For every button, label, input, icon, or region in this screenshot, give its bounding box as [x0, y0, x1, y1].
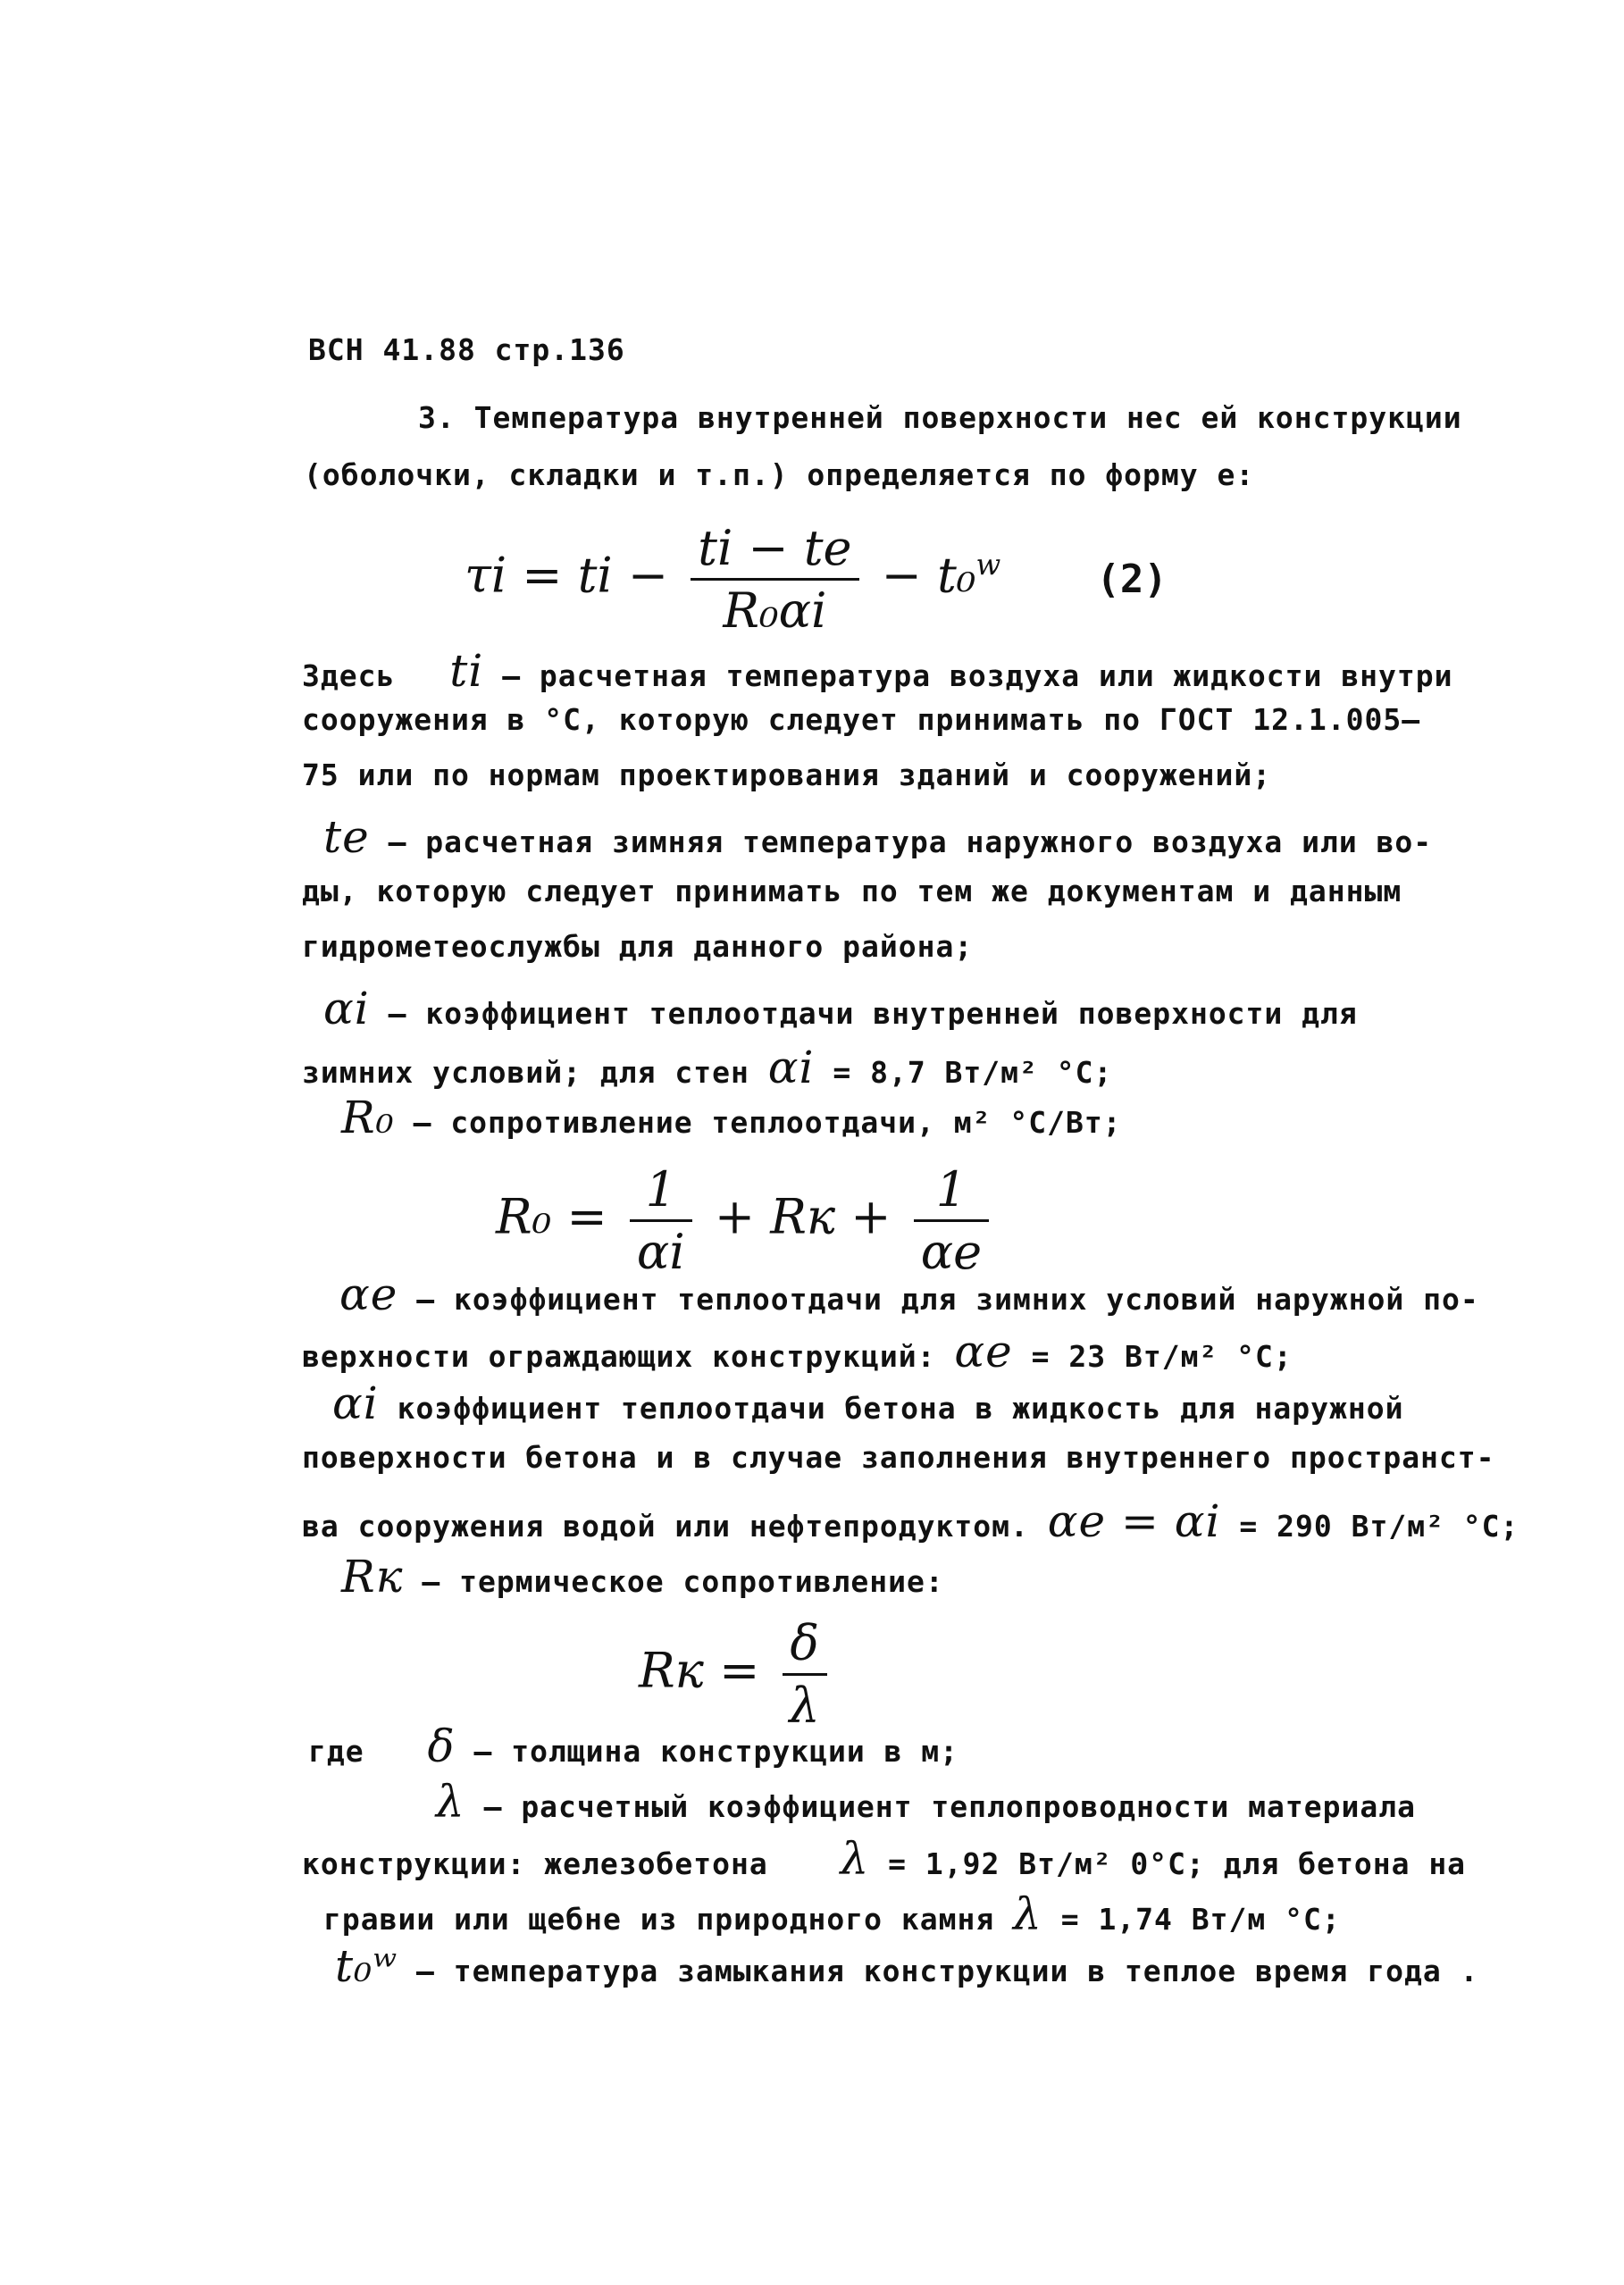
formula-r0: [496, 1161, 996, 1280]
lambda-symbol-3: λ: [1013, 1888, 1042, 1940]
ai-symbol-2: αi: [767, 1042, 815, 1093]
doc-header: ВСН 41.88 стр.136: [308, 332, 625, 367]
section-line-2: (оболочки, складки и т.п.) определяется по форму е:: [304, 457, 1255, 492]
formula-rk: [639, 1615, 834, 1734]
formula-r0-frac1-num: 1: [630, 1161, 692, 1222]
t0w-symbol: t₀ʷ: [335, 1940, 398, 1992]
lambda-text-3a: гравии или щебне из природного камня: [323, 1902, 995, 1937]
ai-symbol: αi: [323, 983, 370, 1034]
def-rk-line: [341, 1551, 944, 1603]
formula-main-denominator: R₀αi: [723, 582, 827, 639]
formula-main-numerator: ti − te: [691, 520, 858, 581]
ae-symbol: αe: [339, 1268, 398, 1320]
def-ai-line-2: [302, 1042, 1112, 1093]
def-ae-line-1: [339, 1268, 1479, 1320]
formula-main-tail: − t₀: [881, 547, 976, 604]
delta-text: – толщина конструкции в м;: [473, 1734, 959, 1769]
def-ti-line-1: [302, 645, 1452, 697]
formula-r0-frac2-den: αe: [920, 1224, 983, 1280]
def-te-line-2: ды, которую следует принимать по тем же документам и данным: [302, 874, 1402, 908]
te-symbol: te: [323, 811, 370, 863]
def-ti-line-2: сооружения в °С, которую следует принимать по ГОСТ 12.1.005–: [302, 702, 1421, 737]
formula-r0-frac2-num: 1: [914, 1161, 989, 1222]
formula-r0-lhs: R₀ =: [496, 1188, 607, 1245]
r0-text: – сопротивление теплоотдачи, м² °С/Вт;: [413, 1105, 1122, 1140]
lambda-symbol: λ: [436, 1776, 465, 1828]
ti-text-1: – расчетная температура воздуха или жидкости внутри: [502, 658, 1453, 693]
formula-main-fraction: [691, 520, 858, 639]
here-label: Здесь: [302, 658, 396, 693]
def-ai2-line-1: [332, 1377, 1404, 1429]
lambda-text-2a: конструкции: железобетона: [302, 1846, 768, 1881]
def-ae-line-2: [302, 1326, 1293, 1377]
def-te-line-3: гидрометеослужбы для данного района;: [302, 929, 974, 964]
ai2-text-3a: ва сооружения водой или нефтепродуктом.: [302, 1509, 1029, 1544]
formula-r0-frac1-den: αi: [636, 1224, 685, 1280]
te-text-1: – расчетная зимняя температура наружного воздуха или во-: [388, 824, 1433, 859]
ai2-text-3b: = 290 Вт/м² °С;: [1239, 1509, 1519, 1544]
lambda-text-3b: = 1,74 Вт/м °С;: [1060, 1902, 1341, 1937]
def-t0w-line: [335, 1940, 1478, 1992]
ae-symbol-2: αe: [954, 1326, 1013, 1377]
formula-main-number: (2): [1096, 556, 1168, 602]
rk-symbol: Rк: [341, 1551, 404, 1603]
def-lambda-line-3: [323, 1888, 1341, 1940]
section-number: 3.: [418, 400, 456, 435]
rk-text: – термическое сопротивление:: [422, 1564, 944, 1599]
ai-text-2b: = 8,7 Вт/м² °С;: [833, 1055, 1113, 1090]
formula-rk-num: δ: [783, 1615, 827, 1676]
formula-r0-fraction-1: [630, 1161, 692, 1280]
ai2-symbol: αi: [332, 1377, 379, 1429]
ai2-symbol-3: αe = αi: [1047, 1495, 1221, 1547]
def-lambda-line-2: [302, 1833, 1466, 1885]
formula-r0-mid: + Rк +: [714, 1188, 892, 1245]
def-ai2-line-3: [302, 1495, 1519, 1547]
def-delta-line: [308, 1720, 958, 1772]
formula-r0-fraction-2: [914, 1161, 989, 1280]
def-r0-line: [341, 1092, 1122, 1143]
def-lambda-line-1: [436, 1776, 1416, 1828]
ti-symbol: ti: [449, 645, 484, 697]
ai-text-2a: зимних условий; для стен: [302, 1055, 749, 1090]
formula-main-tail-sup: w: [975, 548, 1001, 582]
ae-text-2b: = 23 Вт/м² °С;: [1031, 1339, 1293, 1374]
delta-symbol: δ: [427, 1720, 456, 1772]
section-line-1: [418, 400, 1462, 435]
lambda-symbol-2: λ: [840, 1833, 870, 1885]
def-ti-line-3: 75 или по нормам проектирования зданий и сооружений;: [302, 757, 1272, 792]
def-te-line-1: [323, 811, 1432, 863]
ae-text-2a: верхности ограждающих конструкций:: [302, 1339, 936, 1374]
where-label: где: [308, 1734, 364, 1769]
t0w-text: – температура замыкания конструкции в теплое время года .: [415, 1954, 1479, 1988]
formula-main: [465, 520, 1168, 639]
r0-symbol: R₀: [341, 1092, 395, 1143]
def-ai2-line-2: поверхности бетона и в случае заполнения внутреннего пространст-: [302, 1440, 1495, 1475]
formula-rk-den: λ: [789, 1678, 820, 1734]
ai-text-1: – коэффициент теплоотдачи внутренней поверхности для: [388, 996, 1358, 1031]
lambda-text-1: – расчетный коэффициент теплопроводности материала: [483, 1789, 1416, 1824]
ai2-text-1: коэффициент теплоотдачи бетона в жидкость для наружной: [397, 1391, 1404, 1426]
lambda-text-2b: = 1,92 Вт/м² 0°С; для бетона на: [888, 1846, 1467, 1881]
formula-rk-lhs: Rк =: [639, 1642, 760, 1699]
section-text-1: Температура внутренней поверхности нес ей конструкции: [473, 400, 1462, 435]
formula-rk-fraction: [783, 1615, 827, 1734]
def-ai-line-1: [323, 983, 1358, 1034]
formula-main-lhs: τi = ti −: [465, 547, 669, 604]
ae-text-1: – коэффициент теплоотдачи для зимних условий наружной по-: [416, 1282, 1479, 1317]
